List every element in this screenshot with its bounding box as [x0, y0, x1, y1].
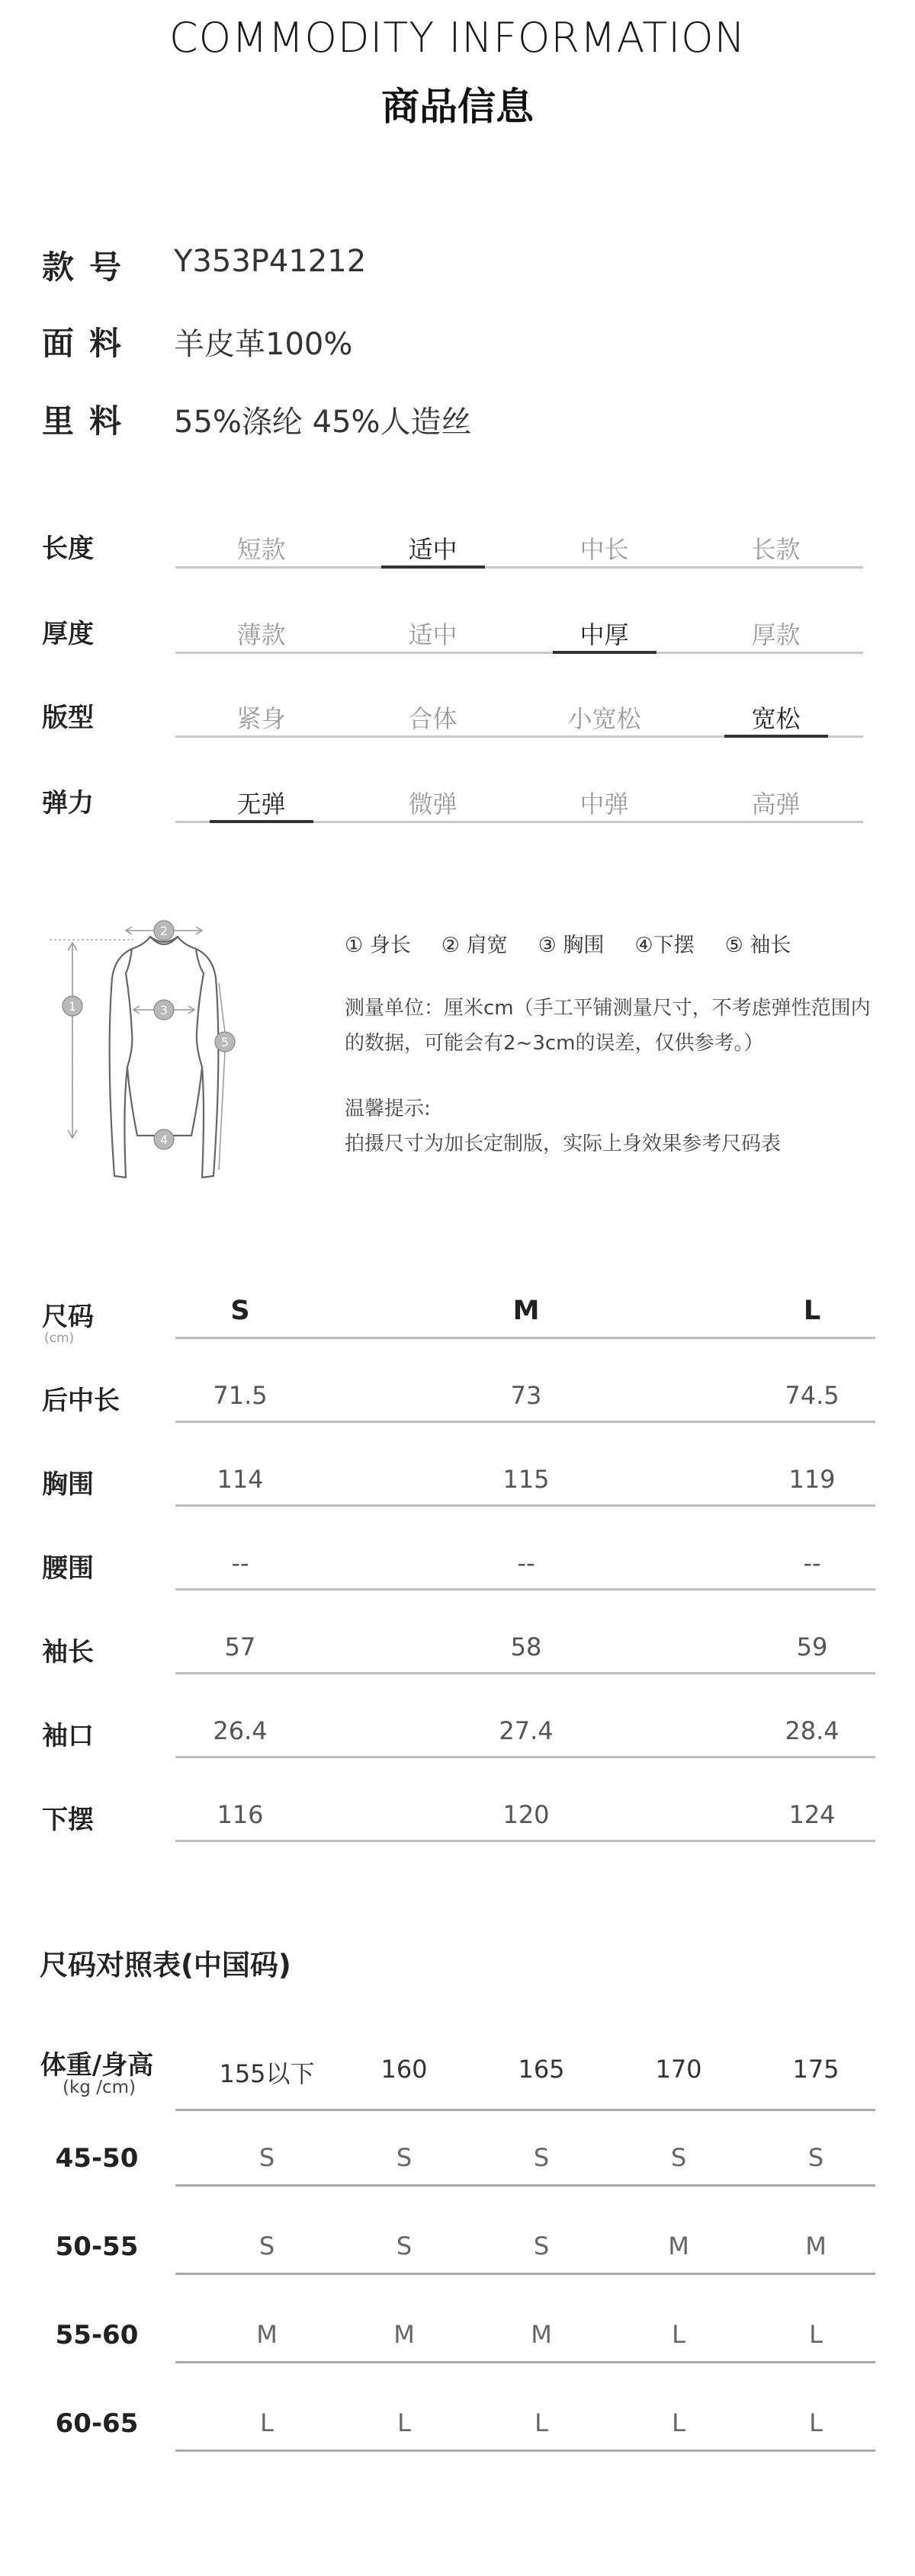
- size-cell: 115: [502, 1465, 550, 1494]
- ref-height-header: 175: [792, 2055, 840, 2084]
- legend-length: ① 身长: [345, 934, 411, 957]
- attribute-option: 合体: [408, 704, 458, 733]
- attribute-selected-underline: [381, 566, 485, 569]
- ref-cell: L: [809, 2320, 823, 2349]
- ref-table-line: [175, 2361, 875, 2363]
- size-header: L: [803, 1296, 821, 1326]
- attribute-label: 长度: [42, 533, 94, 564]
- ref-table-line: [175, 2184, 875, 2187]
- attribute-line: [175, 652, 863, 654]
- info-value-style: Y353P41212: [174, 244, 367, 279]
- size-cell: 59: [796, 1632, 828, 1661]
- ref-weight-label: 55-60: [55, 2320, 139, 2350]
- attribute-option: 高弹: [751, 790, 801, 819]
- attribute-line: [175, 566, 863, 569]
- ref-height-header: 160: [380, 2055, 428, 2084]
- header-title-en: COMMODITY INFORMATION: [169, 14, 746, 62]
- info-value-lining: 55%涤纶 45%人造丝: [174, 405, 472, 440]
- measure-legend: [345, 928, 791, 958]
- size-row-label: 腰围: [42, 1553, 94, 1584]
- size-table-line: [175, 1756, 875, 1758]
- attribute-selected-underline: [724, 735, 828, 738]
- attribute-option-selected: 宽松: [751, 704, 801, 733]
- size-table-label: 尺码: [42, 1302, 94, 1332]
- ref-table-title: 尺码对照表(中国码): [40, 1949, 291, 1982]
- attribute-option: 短款: [236, 535, 286, 564]
- info-label-style: 款号: [42, 248, 137, 286]
- marker-1-label: 1: [68, 999, 77, 1014]
- attribute-option-selected: 适中: [408, 535, 458, 564]
- size-table-line: [175, 1337, 875, 1339]
- ref-weight-label: 50-55: [55, 2232, 139, 2262]
- marker-3-label: 3: [159, 1003, 169, 1017]
- size-cell: 58: [510, 1632, 542, 1661]
- info-label-fabric: 面料: [42, 325, 137, 362]
- garment-diagram: [42, 911, 316, 1185]
- size-cell: 74.5: [785, 1381, 840, 1410]
- attribute-option: 紧身: [236, 704, 286, 733]
- legend-shoulder: ② 肩宽: [441, 934, 508, 957]
- ref-height-header: 155以下: [219, 2059, 315, 2088]
- attribute-option: 长款: [751, 535, 801, 564]
- ref-corner-label: 体重/身高: [40, 2050, 154, 2081]
- ref-table-line: [175, 2109, 875, 2111]
- ref-cell: L: [809, 2408, 823, 2437]
- marker-4-label: 4: [159, 1133, 169, 1147]
- size-cell: 120: [502, 1800, 550, 1829]
- tip-text: 拍摄尺寸为加长定制版，实际上身效果参考尺码表: [345, 1133, 782, 1155]
- ref-height-header: 165: [518, 2055, 565, 2084]
- attribute-option: 小宽松: [567, 704, 641, 733]
- attribute-selected-underline: [553, 651, 657, 654]
- ref-cell: M: [531, 2320, 552, 2349]
- size-cell: --: [803, 1549, 821, 1578]
- size-cell: 119: [788, 1465, 836, 1494]
- size-cell: 114: [217, 1465, 264, 1494]
- ref-cell: S: [533, 2232, 550, 2260]
- size-table-line: [175, 1672, 875, 1674]
- size-table-line: [175, 1504, 875, 1507]
- size-row-label: 后中长: [42, 1386, 120, 1416]
- ref-cell: M: [668, 2232, 689, 2260]
- size-row-label: 胸围: [42, 1469, 94, 1500]
- header-title-cn: 商品信息: [381, 85, 534, 129]
- ref-cell: S: [258, 2143, 275, 2172]
- ref-cell: S: [533, 2143, 550, 2172]
- attribute-option-selected: 中厚: [580, 620, 629, 649]
- ref-weight-label: 45-50: [55, 2143, 139, 2174]
- ref-cell: M: [256, 2320, 278, 2349]
- attribute-option: 适中: [408, 620, 458, 649]
- size-table-line: [175, 1588, 875, 1591]
- ref-cell: M: [393, 2320, 415, 2349]
- ref-cell: S: [807, 2143, 824, 2172]
- attribute-label: 厚度: [42, 619, 94, 649]
- attribute-option: 微弹: [408, 790, 458, 819]
- size-cell: 57: [224, 1632, 256, 1661]
- size-row-label: 袖长: [42, 1637, 94, 1668]
- attribute-selected-underline: [210, 820, 313, 823]
- legend-sleeve: ⑤ 袖长: [724, 934, 791, 957]
- ref-cell: L: [397, 2408, 411, 2437]
- attribute-label: 版型: [42, 703, 94, 733]
- size-row-label: 下摆: [42, 1805, 94, 1835]
- size-cell: 73: [510, 1381, 542, 1410]
- attribute-label: 弹力: [42, 788, 94, 819]
- size-table-line: [175, 1840, 875, 1842]
- marker-5-label: 5: [220, 1035, 230, 1049]
- unit-note: 测量单位：厘米cm（手工平铺测量尺寸，不考虑弹性范围内的数据，可能会有2~3cm的误差，仅供参考。）: [345, 997, 871, 1055]
- ref-height-header: 170: [655, 2055, 702, 2084]
- ref-cell: S: [670, 2143, 687, 2172]
- attribute-option-selected: 无弹: [236, 790, 286, 819]
- size-cell: --: [231, 1549, 249, 1578]
- attribute-option: 中弹: [580, 790, 629, 819]
- ref-cell: L: [260, 2408, 274, 2437]
- attribute-option: 薄款: [236, 620, 286, 649]
- ref-weight-label: 60-65: [55, 2408, 139, 2439]
- size-table-unit: (cm): [44, 1331, 75, 1346]
- dimension-guides: [50, 940, 133, 1139]
- ref-table-line: [175, 2273, 875, 2275]
- legend-chest: ③ 胸围: [538, 934, 605, 957]
- ref-cell: M: [805, 2232, 827, 2260]
- size-cell: 116: [217, 1800, 264, 1829]
- ref-cell: L: [672, 2320, 685, 2349]
- size-cell: 26.4: [213, 1716, 268, 1745]
- size-cell: 124: [788, 1800, 836, 1829]
- size-cell: 27.4: [499, 1716, 554, 1745]
- ref-cell: S: [258, 2232, 275, 2260]
- info-value-fabric: 羊皮革100%: [174, 327, 353, 362]
- size-row-label: 袖口: [42, 1721, 94, 1751]
- size-header: S: [230, 1296, 250, 1326]
- ref-cell: S: [396, 2143, 413, 2172]
- attribute-option: 中长: [580, 535, 629, 564]
- ref-cell: S: [396, 2232, 413, 2260]
- info-label-lining: 里料: [42, 402, 137, 440]
- size-header: M: [512, 1296, 540, 1326]
- size-cell: 71.5: [213, 1381, 268, 1410]
- ref-cell: L: [672, 2408, 685, 2437]
- size-cell: 28.4: [785, 1716, 840, 1745]
- ref-table-line: [175, 2449, 875, 2452]
- ref-corner-unit: (kg /cm): [63, 2078, 136, 2097]
- attribute-option: 厚款: [751, 620, 801, 649]
- marker-2-label: 2: [159, 924, 169, 938]
- tip-title: 温馨提示:: [345, 1097, 431, 1120]
- size-cell: --: [517, 1549, 535, 1578]
- ref-cell: L: [535, 2408, 548, 2437]
- legend-hem: ④下摆: [634, 934, 695, 957]
- size-table-line: [175, 1421, 875, 1423]
